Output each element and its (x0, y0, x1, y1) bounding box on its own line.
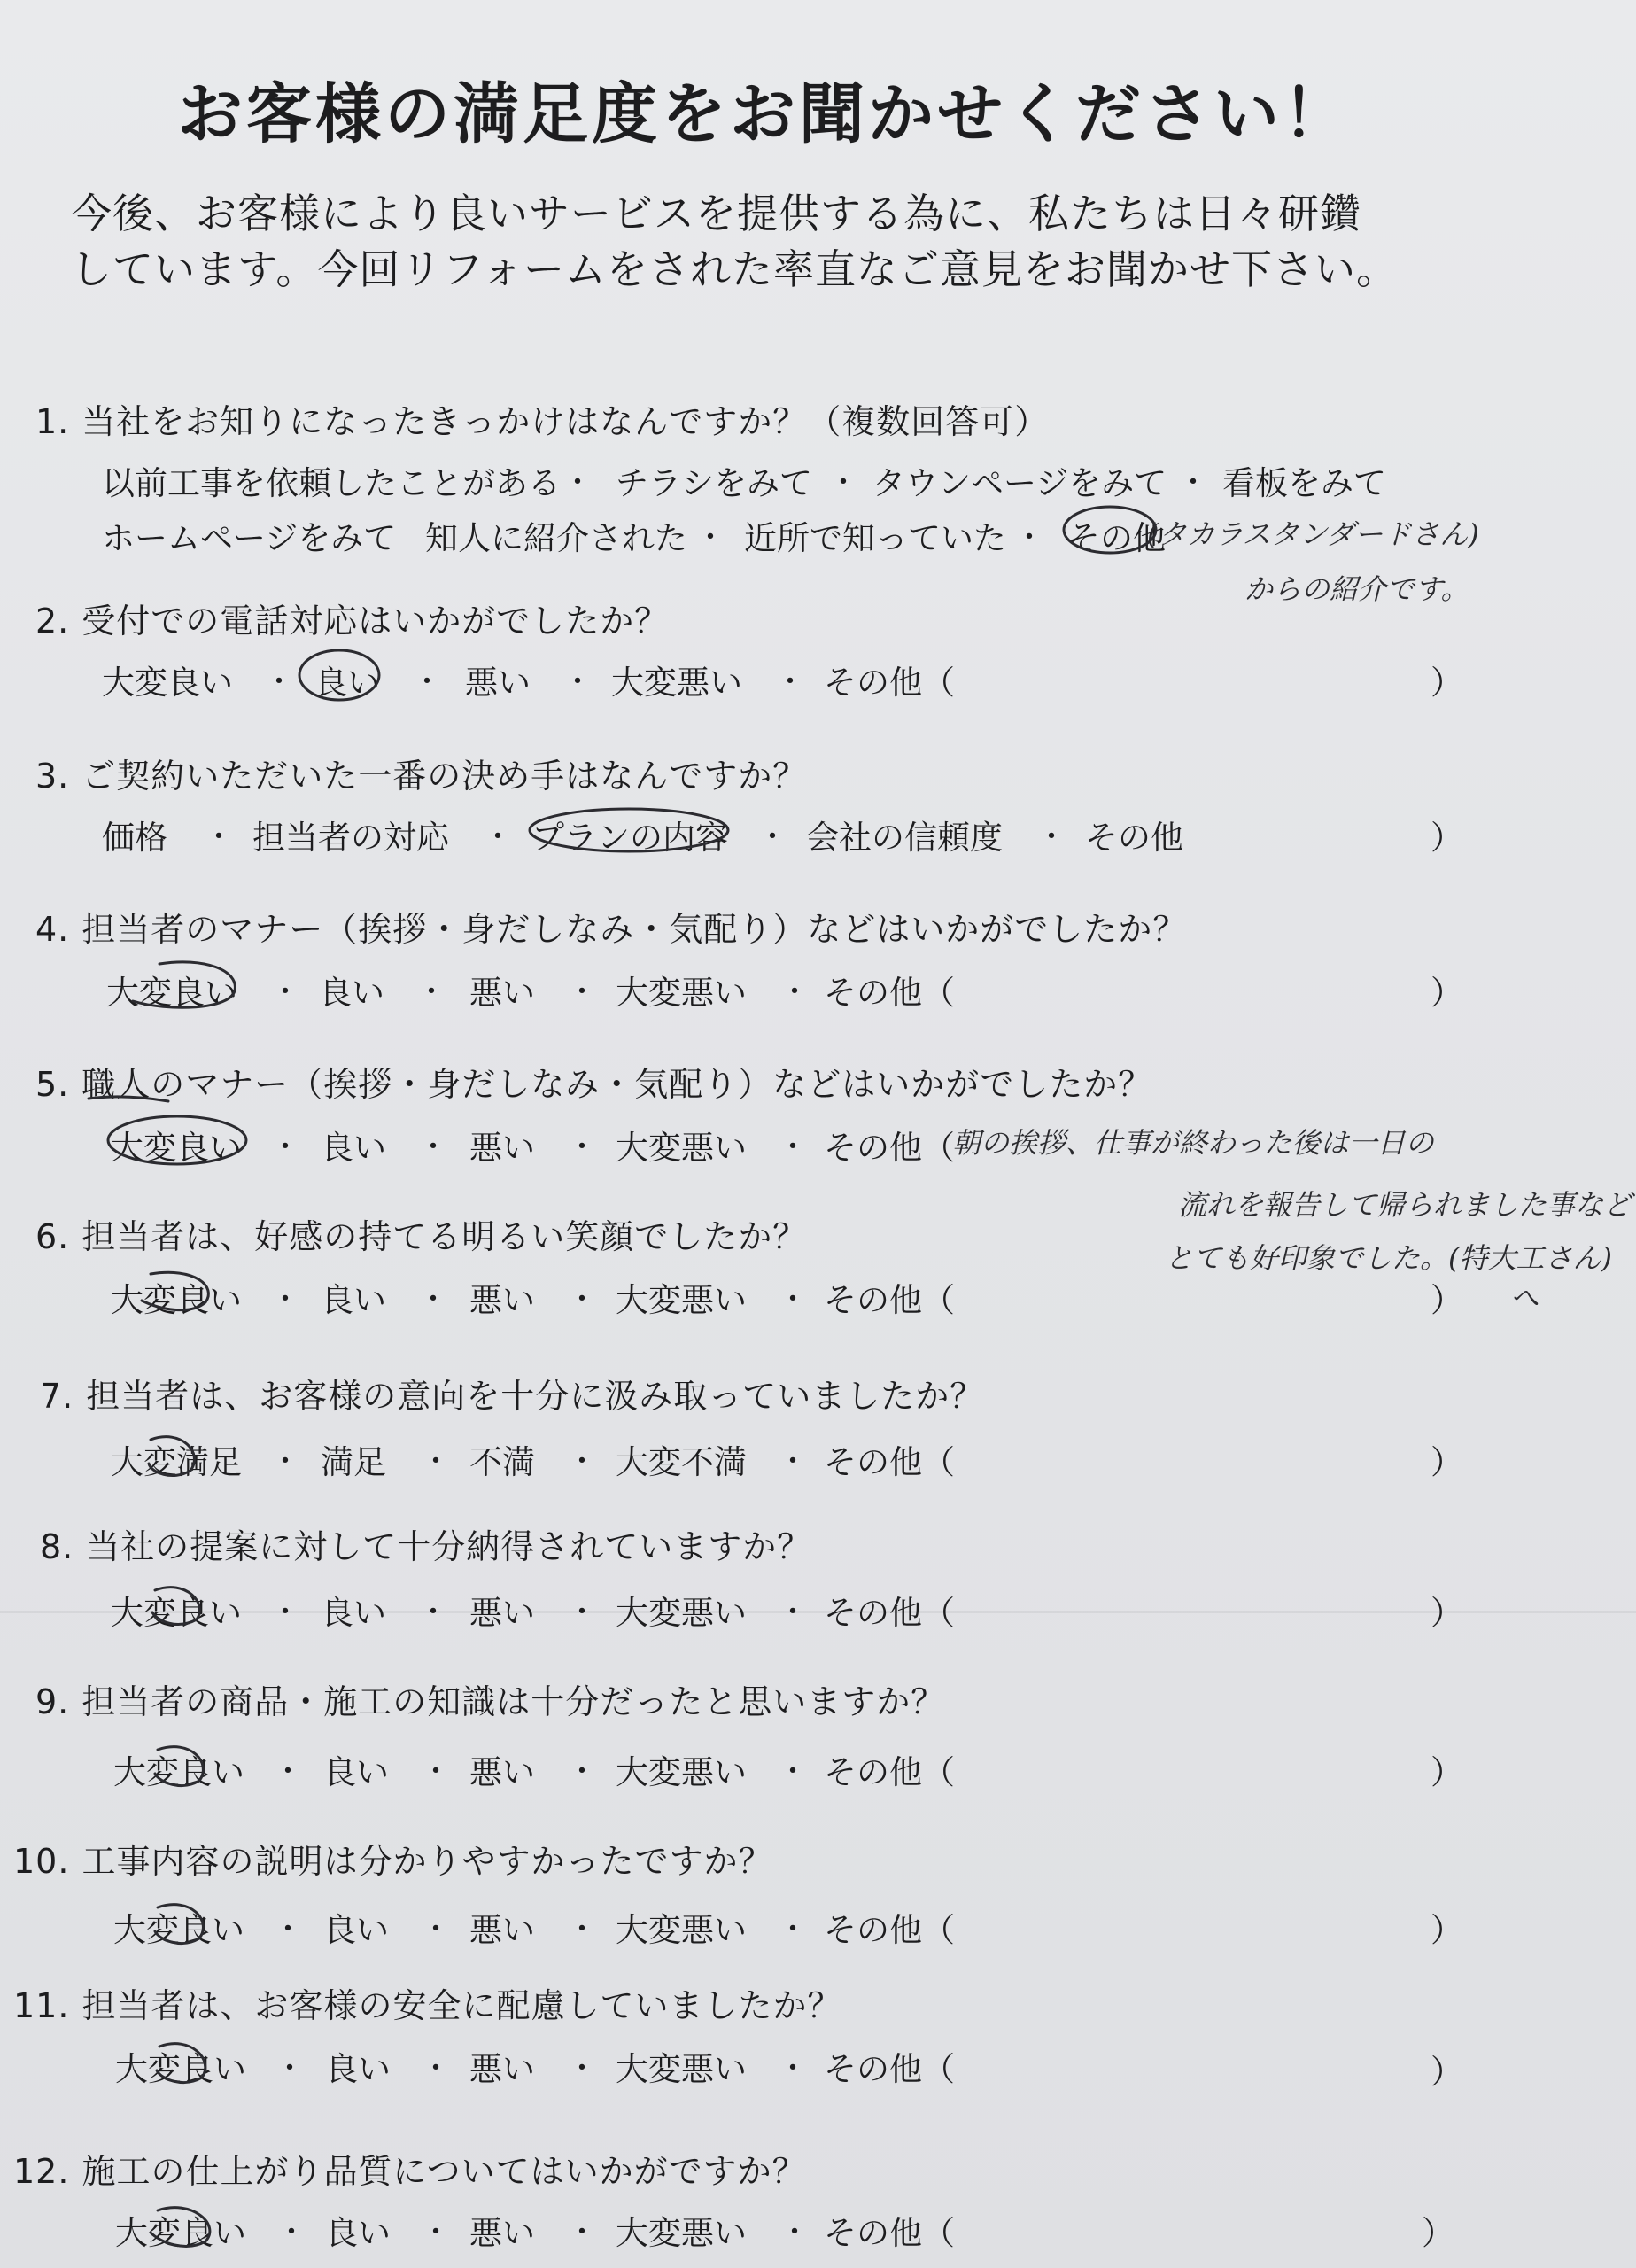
separator: ・ (421, 1754, 451, 1790)
close-paren: ） (1431, 1281, 1463, 1319)
q3-option-plan-content[interactable]: プランの内容 (531, 819, 728, 857)
separator: ・ (421, 2051, 451, 2086)
question-2 (35, 594, 669, 642)
separator: ・ (483, 819, 513, 855)
separator: ・ (567, 975, 597, 1010)
q6-option-very-good[interactable]: 大変良い (111, 1281, 242, 1319)
separator: ・ (778, 1595, 808, 1630)
separator: ・ (695, 520, 725, 555)
separator: ・ (418, 1595, 448, 1630)
q10-option-very-bad[interactable]: 大変悪い (616, 1911, 747, 1949)
question-text: 担当者は、好感の持てる明るい笑顔でしたか？ (81, 1217, 808, 1256)
separator: ・ (567, 1754, 597, 1790)
separator: ・ (778, 2051, 808, 2086)
intro-line-2: しています。今回リフォームをされた率直なご意見をお聞かせ下さい。 (71, 245, 1399, 293)
separator: ・ (270, 1282, 300, 1317)
q9-option-good[interactable]: 良い (323, 1753, 389, 1791)
close-paren: ） (1431, 819, 1463, 857)
question-text: ご契約いただいた一番の決め手はなんですか？ (81, 757, 808, 796)
question-number: 5. (35, 1065, 70, 1104)
q2-option-other[interactable]: その他（ (824, 664, 955, 702)
separator: ・ (418, 1282, 448, 1317)
question-1 (35, 394, 1049, 443)
question-text: 工事内容の説明は分かりやすかったですか？ (81, 1842, 773, 1881)
question-5 (35, 1057, 1152, 1106)
q7-option-satisfied[interactable]: 満足 (321, 1443, 386, 1481)
question-7 (40, 1369, 984, 1418)
q8-option-very-good[interactable]: 大変良い (111, 1594, 242, 1632)
separator: ・ (775, 664, 805, 700)
q1-option-acquaintance[interactable]: 知人に紹介された (425, 519, 687, 557)
separator: ・ (273, 1912, 303, 1947)
q1-option-town-page[interactable]: タウンページをみて (872, 464, 1167, 502)
q10-option-bad[interactable]: 悪い (469, 1911, 535, 1949)
close-paren: ） (1431, 664, 1463, 702)
question-11 (13, 1978, 841, 2027)
separator: ・ (778, 1130, 808, 1165)
q2-option-very-good[interactable]: 大変良い (102, 664, 233, 702)
q6-option-bad[interactable]: 悪い (469, 1281, 535, 1319)
q1-option-flyer[interactable]: チラシをみて (616, 464, 812, 502)
question-8 (40, 1519, 811, 1568)
q3-option-staff-response[interactable]: 担当者の対応 (252, 819, 449, 857)
close-paren: ） (1431, 1911, 1463, 1949)
q8-option-very-bad[interactable]: 大変悪い (616, 1594, 747, 1632)
question-number: 9. (35, 1682, 70, 1721)
intro-line-1: 今後、お客様により良いサービスを提供する為に、私たちは日々研鑽 (71, 190, 1361, 237)
q9-option-very-good[interactable]: 大変良い (113, 1753, 244, 1791)
separator: ・ (778, 1444, 808, 1480)
question-text: 受付での電話対応はいかがでしたか？ (81, 602, 670, 641)
question-number: 2. (35, 602, 70, 641)
close-paren: ） (1431, 1443, 1463, 1481)
close-paren: ） (1431, 974, 1463, 1012)
q12-option-very-bad[interactable]: 大変悪い (616, 2214, 747, 2252)
separator: ・ (273, 1754, 303, 1790)
question-text: 担当者のマナー（挨拶・身だしなみ・気配り）などはいかがでしたか？ (81, 910, 1188, 949)
separator: ・ (270, 1130, 300, 1165)
question-text: 担当者は、お客様の意向を十分に汲み取っていましたか？ (86, 1377, 985, 1416)
handwritten-note-q5-line2: 流れを報告して帰られました事など (1178, 1188, 1632, 1222)
q3-option-other[interactable]: その他 (1085, 819, 1183, 857)
handwritten-note-q5-line1: 朝の挨拶、仕事が終わった後は一日の (952, 1126, 1434, 1160)
q11-option-very-bad[interactable]: 大変悪い (616, 2050, 747, 2088)
q2-option-good[interactable]: 良い (314, 664, 380, 702)
question-text: 担当者は、お客様の安全に配慮していましたか？ (81, 1986, 842, 2025)
separator: ・ (276, 2215, 306, 2250)
q11-option-very-good[interactable]: 大変良い (115, 2050, 246, 2088)
q4-option-good[interactable]: 良い (319, 974, 384, 1012)
q6-option-very-bad[interactable]: 大変悪い (616, 1281, 747, 1319)
q6-option-good[interactable]: 良い (321, 1281, 386, 1319)
q6-option-other[interactable]: その他（ (824, 1281, 955, 1319)
paper-fold (0, 1611, 1636, 1613)
handwritten-note-q5-line4: へ (1510, 1281, 1539, 1315)
q1-option-other[interactable]: その他 (1067, 519, 1166, 557)
q5-option-very-good[interactable]: 大変良い (111, 1129, 242, 1167)
q10-option-good[interactable]: 良い (323, 1911, 389, 1949)
separator: ・ (778, 1282, 808, 1317)
q9-option-very-bad[interactable]: 大変悪い (616, 1753, 747, 1791)
separator: ・ (270, 1595, 300, 1630)
page-title: お客様の満足度をお聞かせください！ (177, 76, 1352, 152)
separator: ・ (778, 1754, 808, 1790)
separator: ・ (421, 2215, 451, 2250)
q8-option-good[interactable]: 良い (321, 1594, 386, 1632)
q7-option-very-satisfied[interactable]: 大変満足 (111, 1443, 242, 1481)
separator: ・ (416, 975, 446, 1010)
q7-option-dissatisfied[interactable]: 不満 (469, 1443, 535, 1481)
separator: ・ (270, 1444, 300, 1480)
q12-option-bad[interactable]: 悪い (469, 2214, 535, 2252)
q5-option-good[interactable]: 良い (321, 1129, 386, 1167)
q10-option-very-good[interactable]: 大変良い (113, 1911, 244, 1949)
separator: ・ (757, 819, 787, 855)
q5-option-very-bad[interactable]: 大変悪い (616, 1129, 747, 1167)
separator: ・ (778, 1912, 808, 1947)
separator: ・ (204, 819, 234, 855)
q4-option-very-good[interactable]: 大変良い (106, 974, 237, 1012)
q5-option-other[interactable]: その他（ (824, 1129, 955, 1167)
separator: ・ (275, 2051, 305, 2086)
question-number: 7. (40, 1377, 74, 1416)
separator: ・ (412, 664, 442, 700)
handwritten-note-q1-line2: からの紹介です。 (1244, 572, 1469, 606)
question-number: 1. (35, 402, 70, 441)
separator: ・ (567, 1130, 597, 1165)
separator: ・ (567, 1595, 597, 1630)
close-paren: ） (1422, 2214, 1454, 2252)
q2-option-very-bad[interactable]: 大変悪い (611, 664, 742, 702)
q9-option-other[interactable]: その他（ (824, 1753, 955, 1791)
q1-option-previous-work[interactable]: 以前工事を依頼したことがある (102, 464, 561, 502)
q12-option-good[interactable]: 良い (325, 2214, 391, 2252)
q1-option-homepage[interactable]: ホームページをみて (102, 519, 397, 557)
separator: ・ (828, 465, 858, 501)
q4-option-very-bad[interactable]: 大変悪い (616, 974, 747, 1012)
separator: ・ (567, 2215, 597, 2250)
separator: ・ (779, 975, 810, 1010)
question-9 (35, 1674, 945, 1723)
q11-option-good[interactable]: 良い (325, 2050, 391, 2088)
question-text: 担当者の商品・施工の知識は十分だったと思いますか？ (81, 1682, 946, 1721)
q11-option-other[interactable]: その他（ (824, 2050, 955, 2088)
separator: ・ (567, 1444, 597, 1480)
q4-option-other[interactable]: その他（ (824, 974, 955, 1012)
separator: ・ (567, 2051, 597, 2086)
close-paren: ） (1431, 2053, 1463, 2091)
separator: ・ (264, 664, 294, 700)
q11-option-bad[interactable]: 悪い (469, 2050, 535, 2088)
q8-option-other[interactable]: その他（ (824, 1594, 955, 1632)
q10-option-other[interactable]: その他（ (824, 1911, 955, 1949)
close-paren: ） (1431, 1594, 1463, 1632)
question-4 (35, 902, 1187, 951)
q5-option-bad[interactable]: 悪い (469, 1129, 535, 1167)
question-12 (13, 2144, 807, 2193)
separator: ・ (421, 1912, 451, 1947)
separator: ・ (567, 1282, 597, 1317)
question-number: 11. (13, 1986, 70, 2025)
handwritten-note-q1-line1: (タカラスタンダードさん) (1147, 517, 1479, 551)
question-number: 8. (40, 1527, 74, 1566)
question-text: 当社の提案に対して十分納得されていますか？ (86, 1527, 812, 1566)
close-paren: ） (1431, 1753, 1463, 1791)
question-text: 当社をお知りになったきっかけはなんですか？（複数回答可） (81, 402, 1050, 441)
q1-option-signboard[interactable]: 看板をみて (1222, 464, 1386, 502)
separator: ・ (567, 1912, 597, 1947)
question-3 (35, 749, 807, 797)
question-6 (35, 1209, 807, 1258)
question-number: 6. (35, 1217, 70, 1256)
separator: ・ (421, 1444, 451, 1480)
question-number: 12. (13, 2152, 70, 2191)
q12-option-very-good[interactable]: 大変良い (115, 2214, 246, 2252)
separator: ・ (779, 2215, 810, 2250)
separator: ・ (562, 664, 593, 700)
question-number: 3. (35, 757, 70, 796)
separator: ・ (1036, 819, 1066, 855)
q7-option-other[interactable]: その他（ (824, 1443, 955, 1481)
question-number: 4. (35, 910, 70, 949)
q1-option-neighborhood[interactable]: 近所で知っていた (744, 519, 1006, 557)
q7-option-very-dissatisfied[interactable]: 大変不満 (616, 1443, 747, 1481)
q3-option-company-trust[interactable]: 会社の信頼度 (806, 819, 1003, 857)
question-text: 職人のマナー（挨拶・身だしなみ・気配り）などはいかがでしたか？ (81, 1065, 1153, 1104)
q8-option-bad[interactable]: 悪い (469, 1594, 535, 1632)
q12-option-other[interactable]: その他（ (824, 2214, 955, 2252)
separator: ・ (1178, 465, 1208, 501)
question-number: 10. (13, 1842, 70, 1881)
q9-option-bad[interactable]: 悪い (469, 1753, 535, 1791)
q3-option-price[interactable]: 価格 (102, 819, 167, 857)
separator: ・ (270, 975, 300, 1010)
separator: ・ (562, 465, 593, 501)
question-text: 施工の仕上がり品質についてはいかがですか？ (81, 2152, 807, 2191)
q2-option-bad[interactable]: 悪い (465, 664, 531, 702)
separator: ・ (418, 1130, 448, 1165)
question-10 (13, 1834, 772, 1883)
separator: ・ (1014, 520, 1044, 555)
q4-option-bad[interactable]: 悪い (469, 974, 535, 1012)
handwritten-note-q5-line3: とても好印象でした。(特大工さん) (1165, 1241, 1612, 1275)
